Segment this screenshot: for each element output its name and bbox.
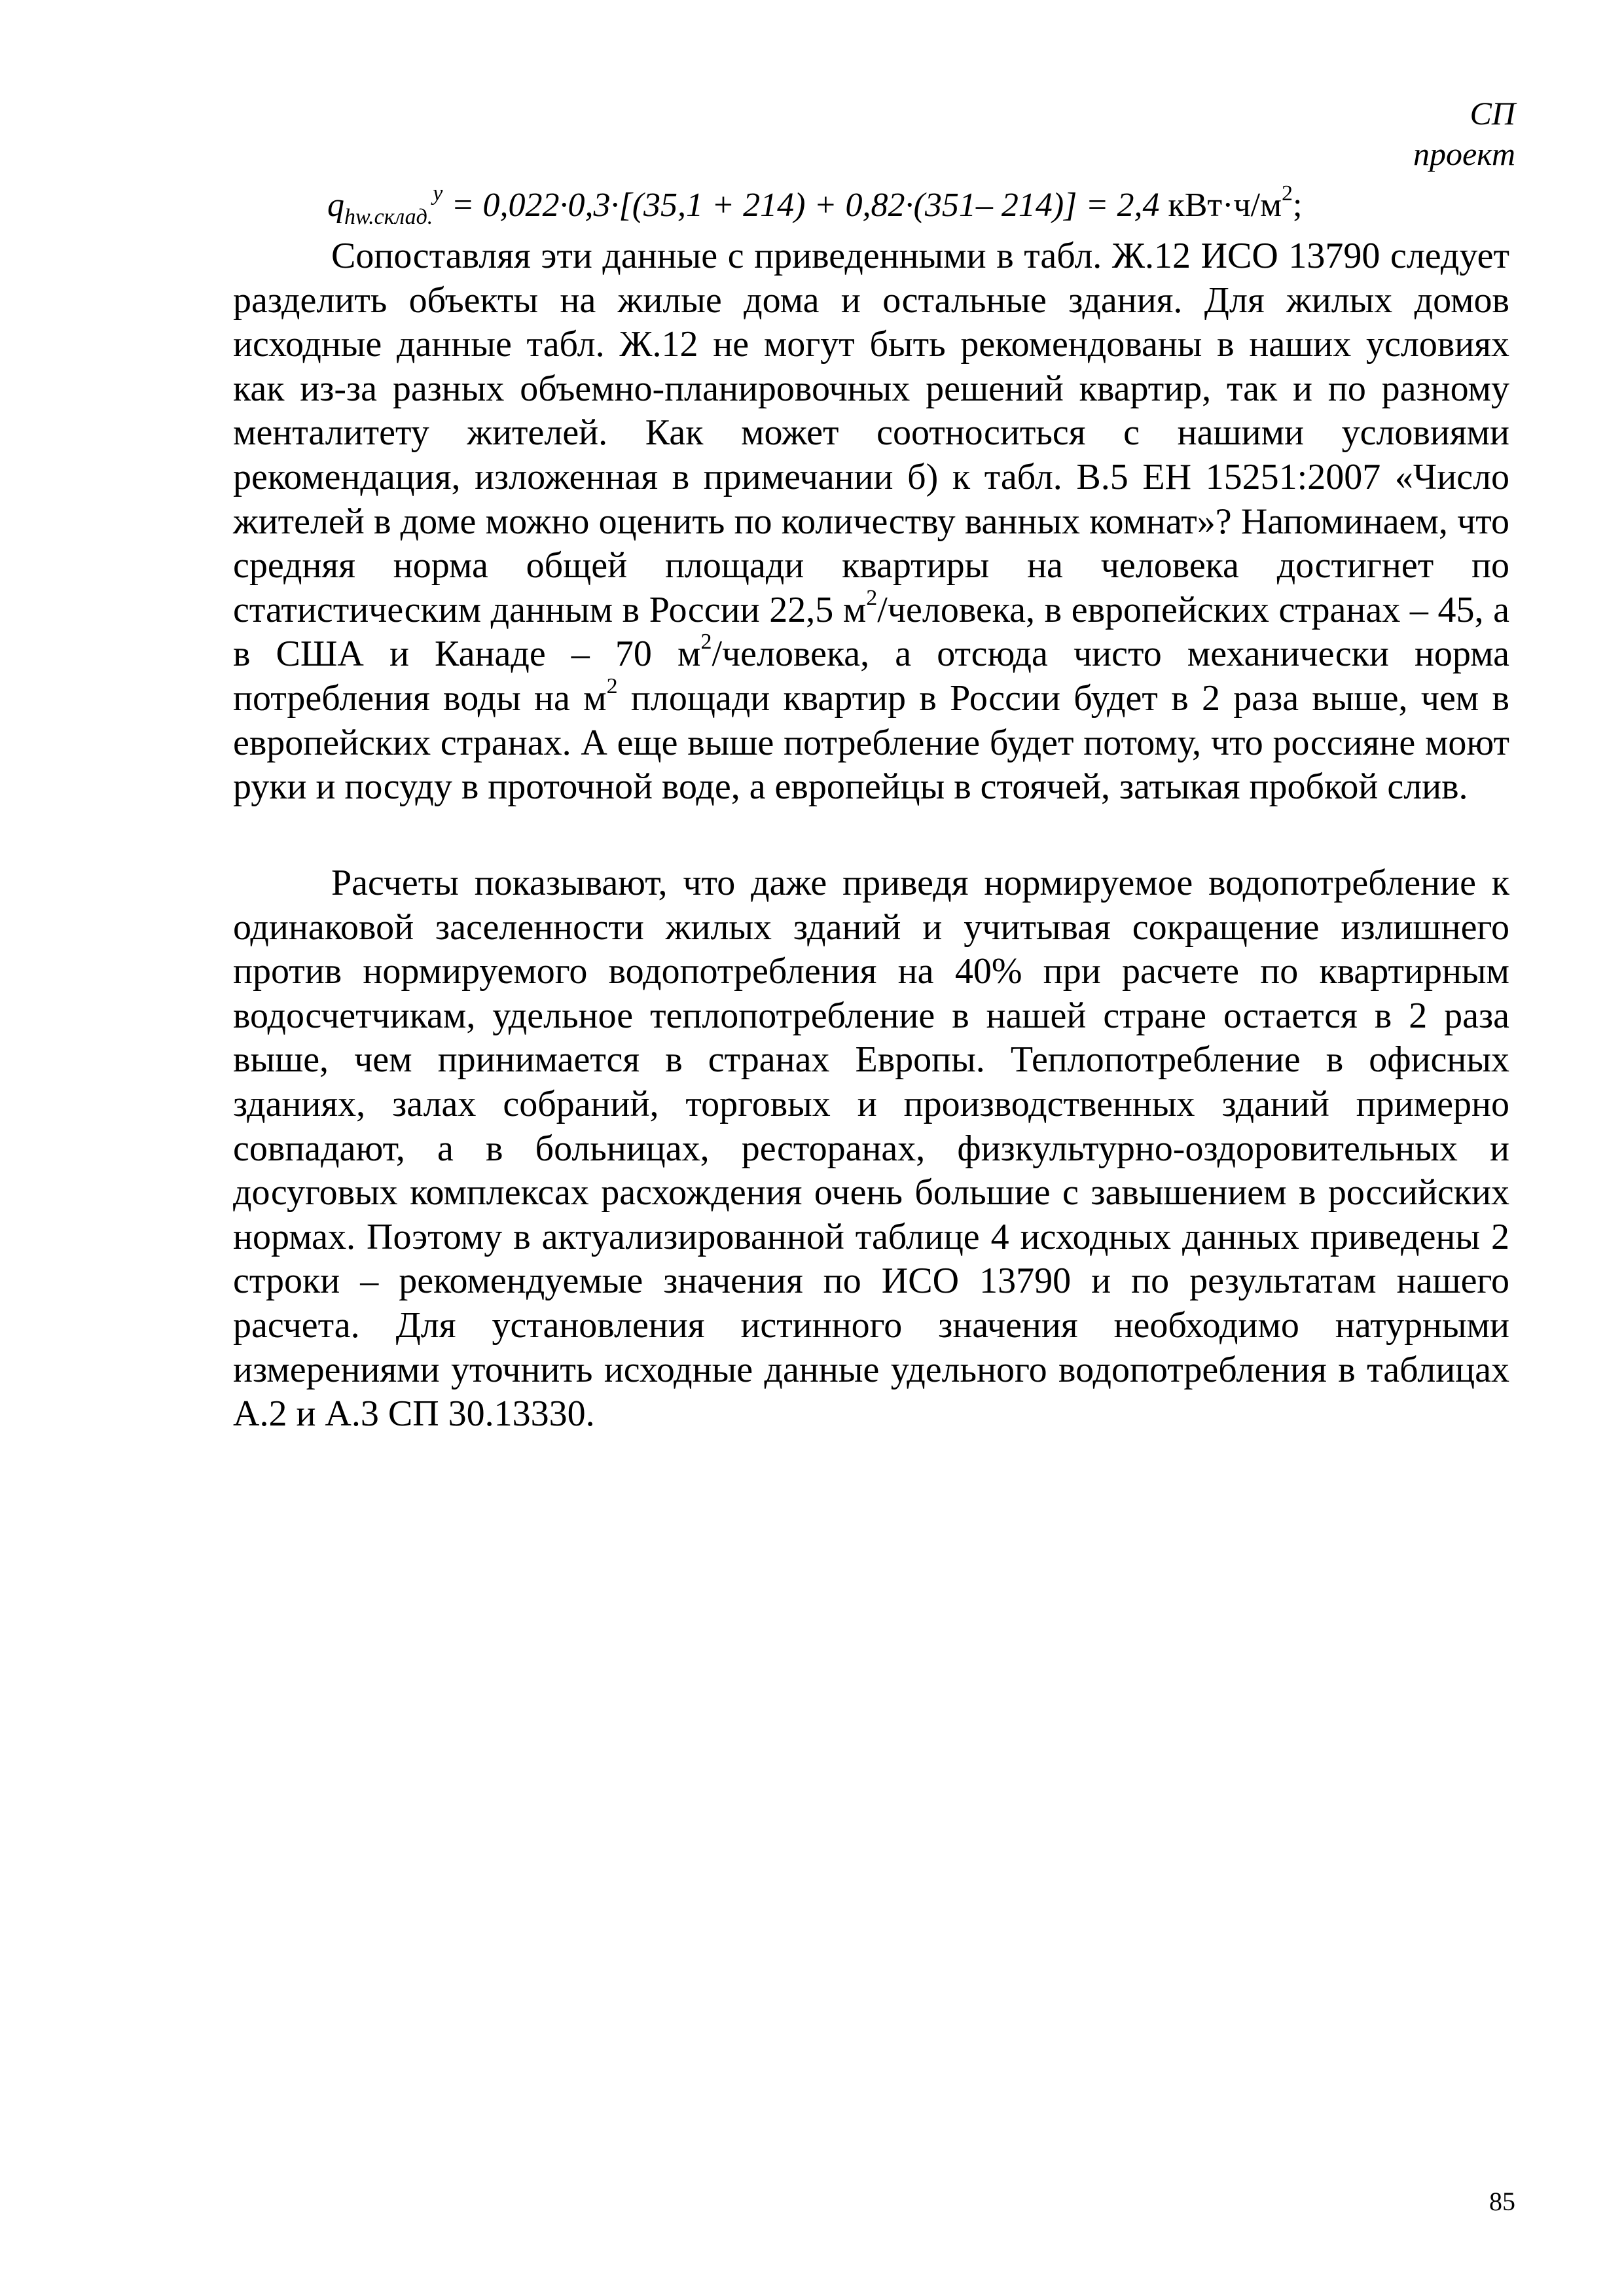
superscript: 2 xyxy=(700,630,712,655)
page-number: 85 xyxy=(1489,2187,1515,2216)
paragraph-text: /человека, а отсюда чисто механически норма потребления воды на м xyxy=(233,634,1509,719)
header-code: СП xyxy=(1470,95,1515,132)
formula-expression: = 0,022·0,3·[(35,1 + 214) + 0,82·(351– 214)] = 2,4 xyxy=(442,187,1168,224)
paragraph-calculations xyxy=(233,861,1509,1437)
document-header xyxy=(1413,93,1515,174)
paragraph-text: Расчеты показывают, что даже приведя нормируемое водопотребление к одинаковой заселенности жилых зданий и учитывая сокращение излишнего против нормируемого водопотребления на 40% при расчете по квартирным водосчетчикам, удельное теплопотребление в нашей стране остается в 2 раза выше, чем принимается в странах Европы. Теплопотребление в офисных зданиях, залах собраний, торговых и производственных зданий примерно совпадают, а в больницах, ресторанах, физкультурно-оздоровительных и досуговых комплексах расхождения очень большие с завышением в российских нормах. Поэтому в актуализированной таблице 4 исходных данных приведены 2 строки – рекомендуемые значения по ИСО 13790 и по результатам нашего расчета. Для установления истинного значения необходимо натурными измерениями уточнить исходные данные удельного водопотребления в таблицах А.2 и А.3 СП 30.13330. xyxy=(233,863,1509,1435)
formula-subscript: hw.склад. xyxy=(344,205,433,229)
header-status: проект xyxy=(1413,135,1515,172)
superscript: 2 xyxy=(866,585,878,610)
formula-superscript: у xyxy=(433,181,443,206)
formula-unit-exponent: 2 xyxy=(1281,181,1293,206)
superscript: 2 xyxy=(606,673,618,698)
formula xyxy=(327,171,1302,240)
paragraph-comparison xyxy=(233,234,1509,810)
formula-unit: кВт·ч/м xyxy=(1168,187,1282,224)
formula-symbol: q xyxy=(327,187,344,224)
paragraph-text: Сопоставляя эти данные с приведенными в табл. Ж.12 ИСО 13790 следует разделить объекты на жилые дома и остальные здания. Для жилых домов исходные данные табл. Ж.12 не могут быть рекомендованы в наших условиях как из-за разных объемно-планировочных решений квартир, так и по разному менталитету жителей. Как может соотноситься с нашими условиями рекомендация, изложенная в примечании б) к табл. В.5 ЕН 15251:2007 «Число жителей в доме можно оценить по количеству ванных комнат»? Напоминаем, что средняя норма общей площади квартиры на человека достигнет по статистическим данным в России 22,5 м xyxy=(233,236,1509,630)
paragraph-text: /человека, в европейских странах – 45, а в США и Канаде – 70 м xyxy=(233,589,1509,675)
formula-end: ; xyxy=(1292,187,1303,224)
paragraph-text: площади квартир в России будет в 2 раза выше, чем в европейских странах. А еще выше потребление будет потому, что россияне моют руки и посуду в проточной воде, а европейцы в стоячей, затыкая пробкой слив. xyxy=(233,677,1509,808)
